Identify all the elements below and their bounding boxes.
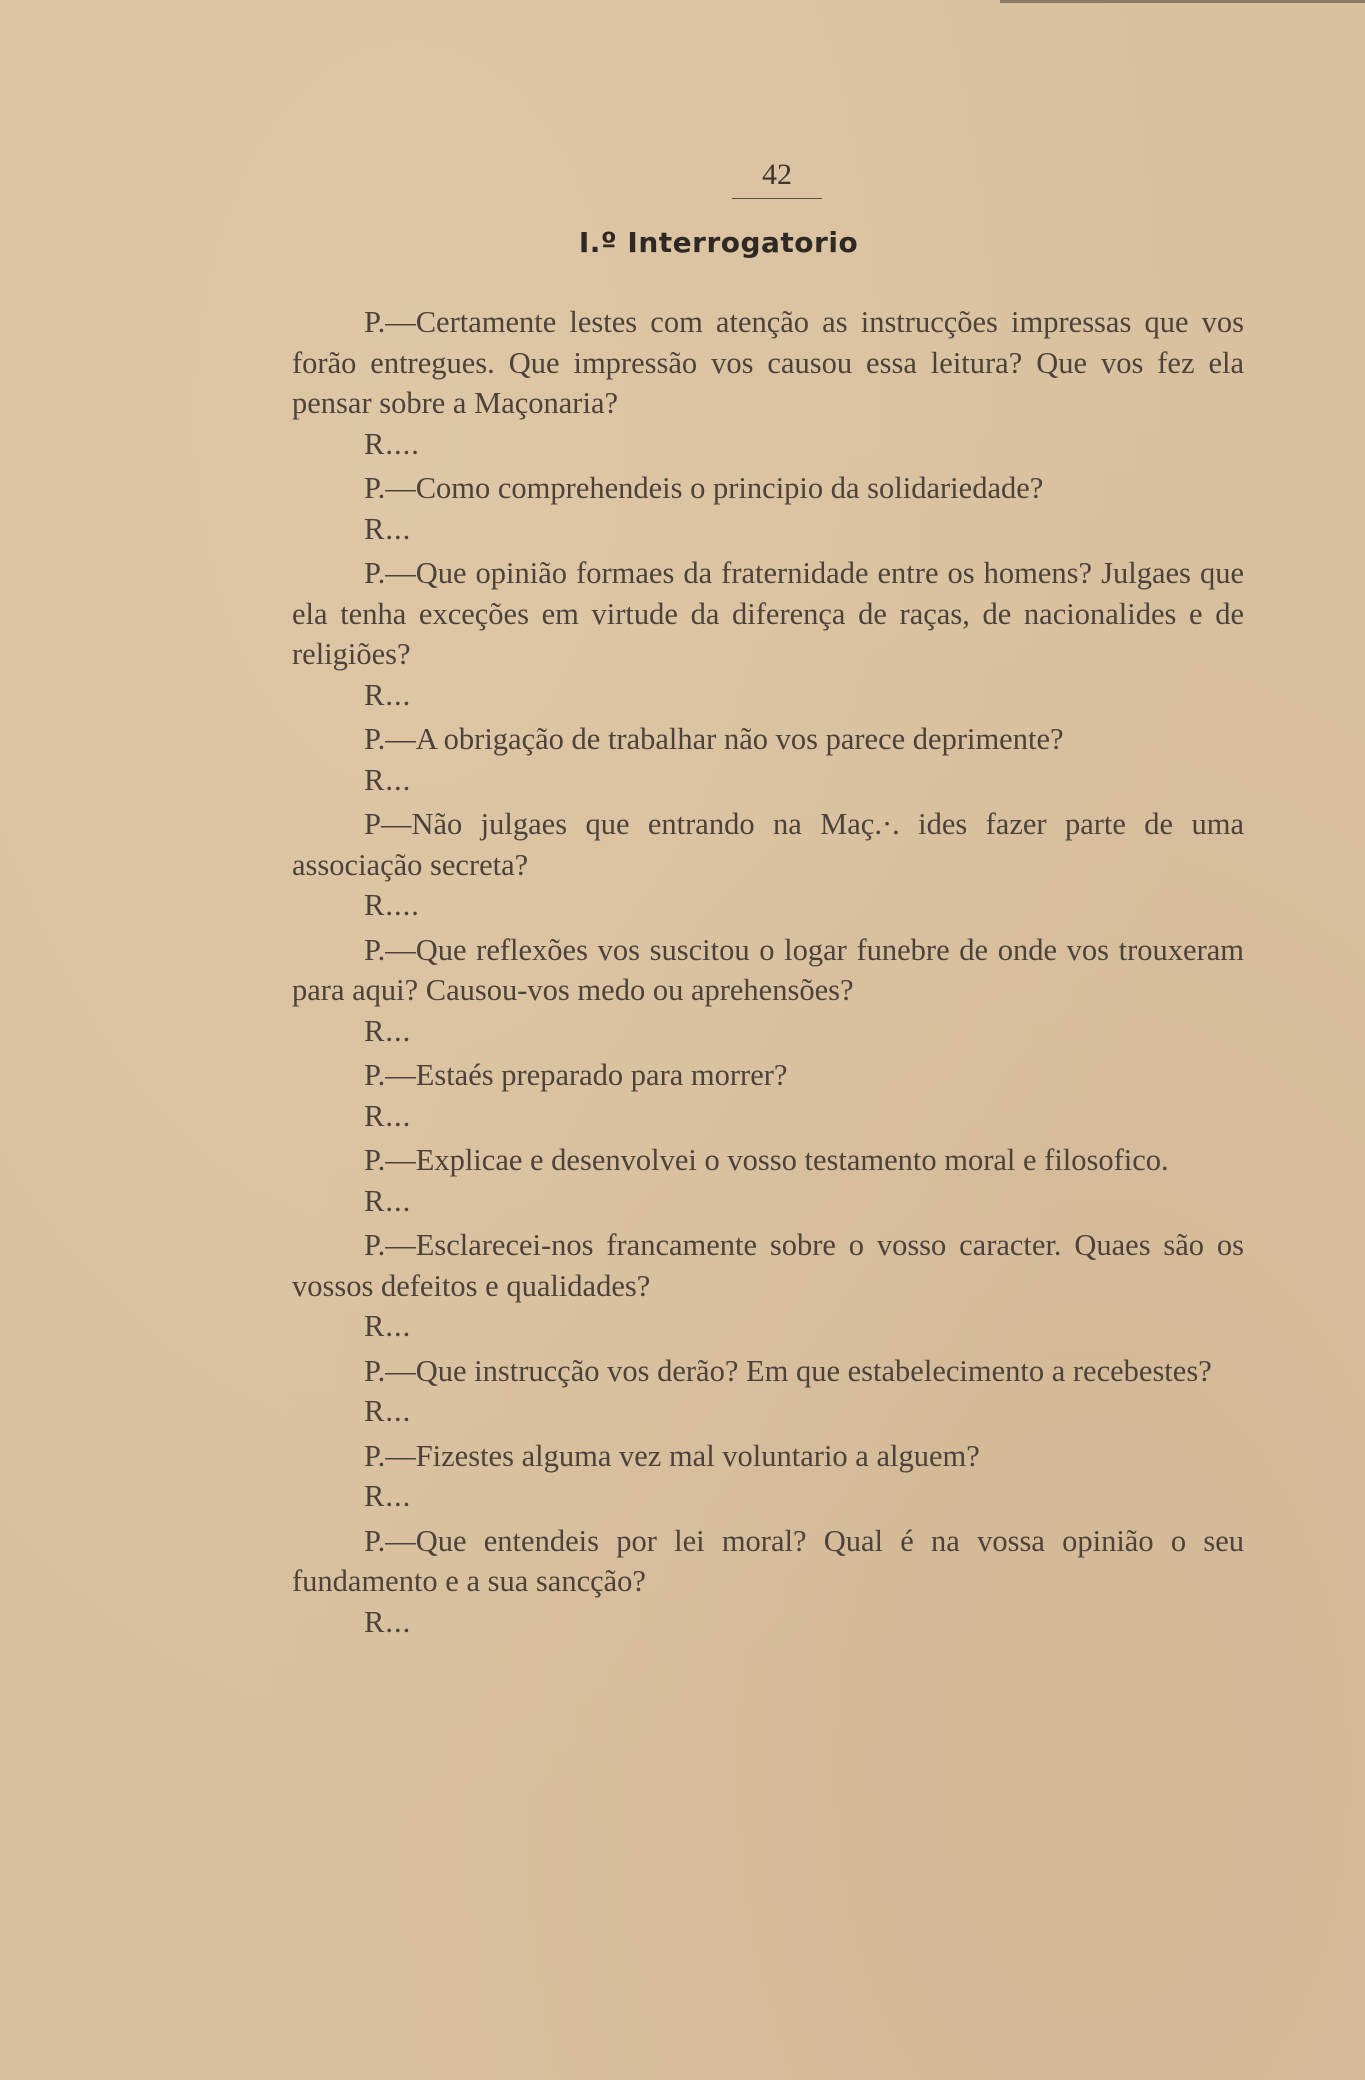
qa-item bbox=[292, 553, 1244, 715]
question-text: P.—Estaés preparado para morrer? bbox=[364, 1058, 788, 1092]
question-text: P.—Certamente lestes com atenção as instrucções impressas que vos forão entregues. Que impressão vos causou essa leitura? Que vos fez ela pensar sobre a Maçonaria? bbox=[292, 305, 1244, 420]
qa-item bbox=[292, 1521, 1244, 1643]
qa-item bbox=[292, 468, 1244, 549]
page-edge-shadow bbox=[1000, 0, 1365, 3]
question-text: P.—Fizestes alguma vez mal voluntario a alguem? bbox=[364, 1438, 980, 1473]
qa-item bbox=[292, 804, 1244, 926]
question-text: P.—Que entendeis por lei moral? Qual é na vossa opinião o seu fundamento e a sua sancção? bbox=[292, 1523, 1244, 1598]
answer-text: R... bbox=[364, 762, 412, 797]
answer-text: R... bbox=[364, 1394, 412, 1428]
qa-item bbox=[292, 302, 1244, 464]
interrogation-body bbox=[292, 302, 1244, 1646]
answer-text: R... bbox=[364, 1309, 412, 1343]
answer-text: R... bbox=[364, 1479, 412, 1513]
answer-text: R.... bbox=[364, 426, 420, 461]
question-text: P.—Explicae e desenvolvei o vosso testamento moral e filosofico. bbox=[364, 1143, 1169, 1177]
question-text: P.—Esclarecei-nos francamente sobre o vosso caracter. Quaes são os vossos defeitos e qualidades? bbox=[292, 1228, 1244, 1303]
qa-item bbox=[292, 1351, 1244, 1432]
answer-text: R.... bbox=[364, 888, 420, 922]
question-text: P—Não julgaes que entrando na Maç.·. ides fazer parte de uma associação secreta? bbox=[292, 807, 1244, 882]
qa-item bbox=[292, 719, 1244, 800]
question-text: P.—Que opinião formaes da fraternidade entre os homens? Julgaes que ela tenha exceções em virtude da diferença de raças, de nacionalides e de religiões? bbox=[292, 556, 1244, 671]
question-text: P.—Como comprehendeis o principio da solidariedade? bbox=[364, 471, 1044, 505]
answer-text: R... bbox=[364, 1013, 412, 1048]
qa-item bbox=[292, 1436, 1244, 1517]
qa-item bbox=[292, 930, 1244, 1052]
qa-item bbox=[292, 1055, 1244, 1136]
qa-item bbox=[292, 1225, 1244, 1347]
answer-text: R... bbox=[364, 1183, 412, 1218]
page-number: 42 bbox=[732, 158, 822, 199]
question-text: P.—Que reflexões vos suscitou o logar funebre de onde vos trouxeram para aqui? Causou-vos medo ou aprehensões? bbox=[292, 932, 1244, 1007]
answer-text: R... bbox=[364, 1098, 412, 1133]
answer-text: R... bbox=[364, 677, 412, 712]
question-text: P.—A obrigação de trabalhar não vos parece deprimente? bbox=[364, 722, 1064, 756]
question-text: P.—Que instrucção vos derão? Em que estabelecimento a recebestes? bbox=[364, 1353, 1212, 1388]
qa-item bbox=[292, 1140, 1244, 1221]
answer-text: R... bbox=[364, 1604, 412, 1639]
answer-text: R... bbox=[364, 511, 412, 546]
section-heading: I.º Interrogatorio bbox=[578, 226, 859, 259]
